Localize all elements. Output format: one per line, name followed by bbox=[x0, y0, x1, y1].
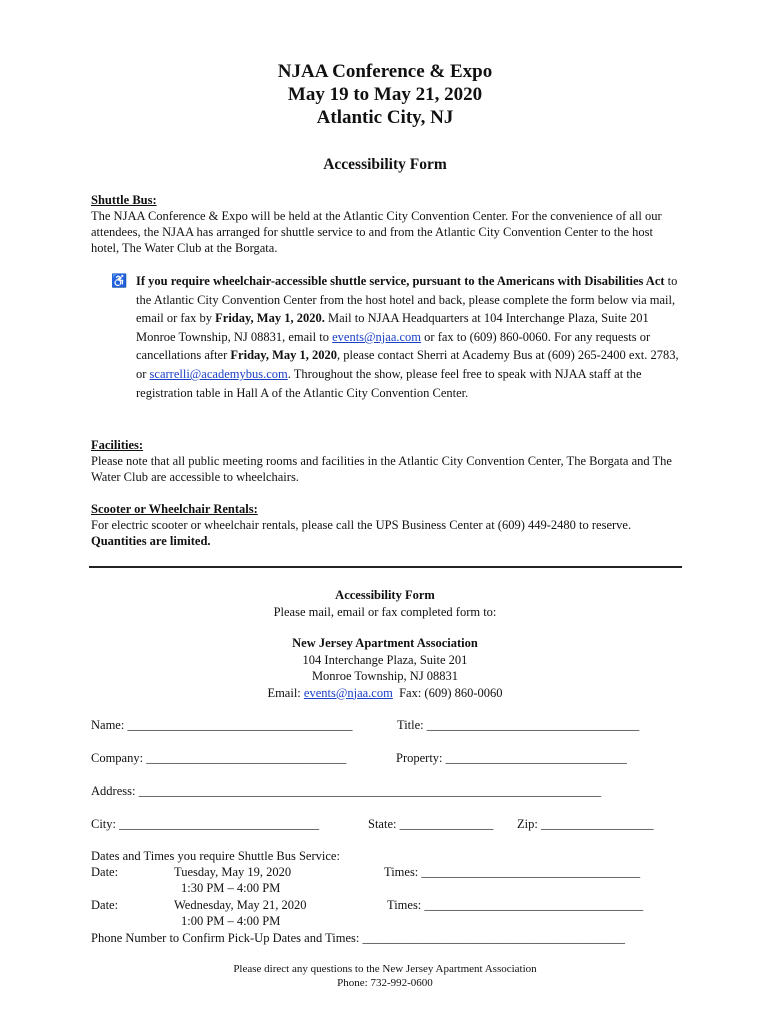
event-dates: May 19 to May 21, 2020 bbox=[287, 84, 483, 105]
rentals-heading: Scooter or Wheelchair Rentals: bbox=[91, 502, 258, 516]
shuttle-text: The NJAA Conference & Expo will be held at the Atlantic City Convention Center. For the convenience of all our attendees, the NJAA has arranged for shuttle service to and from the Atlantic City Convention Center to the host hotel, The Water Club at the Borgata. bbox=[91, 209, 662, 255]
company-field[interactable]: Company: ________________________________ bbox=[91, 751, 347, 765]
footer-phone: Phone: 732-992-0600 bbox=[337, 977, 433, 989]
facilities-heading: Facilities: bbox=[91, 438, 144, 452]
date-day-1: Tuesday, May 19, 2020 bbox=[174, 865, 292, 879]
footer-line-1: Please direct any questions to the New Jersey Apartment Association bbox=[233, 963, 537, 975]
property-field[interactable]: Property: _____________________________ bbox=[396, 751, 627, 765]
email-link-njaa[interactable]: events@njaa.com bbox=[332, 329, 422, 344]
form-block-subtitle: Please mail, email or fax completed form to: bbox=[273, 604, 497, 619]
association-address bbox=[0, 635, 770, 701]
date-label-1: Date: bbox=[91, 865, 119, 879]
section-divider bbox=[89, 566, 682, 568]
bullet-text-4: , please contact Sherri at Academy Bus at (609) 265-2400 ext. 2783, or bbox=[136, 348, 679, 381]
wheelchair-icon: ♿ bbox=[111, 273, 128, 288]
date-day-2: Wednesday, May 21, 2020 bbox=[174, 898, 307, 912]
address-field[interactable]: Address: __________________________________________________________________________ bbox=[91, 784, 602, 798]
address-line-2: Monroe Township, NJ 08831 bbox=[311, 669, 459, 683]
state-field[interactable]: State: _______________ bbox=[368, 817, 494, 831]
name-field[interactable]: Name: ____________________________________ bbox=[91, 718, 353, 732]
dates-intro: Dates and Times you require Shuttle Bus Service: bbox=[91, 849, 340, 863]
times-field-1[interactable]: Times: ___________________________________ bbox=[384, 865, 641, 879]
email-link-academybus[interactable]: scarrelli@academybus.com bbox=[149, 366, 288, 381]
email-label: Email: bbox=[267, 685, 304, 700]
event-header bbox=[0, 60, 770, 129]
footer bbox=[0, 962, 770, 990]
date-label-2: Date: bbox=[91, 898, 119, 912]
city-field[interactable]: City: ________________________________ bbox=[91, 817, 320, 831]
shuttle-section bbox=[91, 192, 681, 256]
shuttle-heading: Shuttle Bus: bbox=[91, 193, 157, 207]
form-title: Accessibility Form bbox=[323, 156, 447, 173]
association-fax: Fax: (609) 860-0060 bbox=[392, 685, 503, 700]
zip-field[interactable]: Zip: __________________ bbox=[517, 817, 654, 831]
form-block-title: Accessibility Form bbox=[335, 588, 435, 602]
phone-field[interactable]: Phone Number to Confirm Pick-Up Dates and Times: __________________________________________ bbox=[91, 931, 626, 945]
rentals-section bbox=[91, 501, 681, 549]
title-field[interactable]: Title: __________________________________ bbox=[397, 718, 640, 732]
event-title: NJAA Conference & Expo bbox=[277, 61, 493, 82]
bullet-text-2: Mail to NJAA Headquarters at 104 Interchange Plaza, Suite 201 Monroe Township, NJ 08831, email to bbox=[136, 311, 649, 344]
bullet-text-1: to the Atlantic City Convention Center from the host hotel and back, please complete the form below via mail, email or fax by bbox=[136, 274, 678, 326]
wheelchair-bullet bbox=[111, 272, 679, 402]
rentals-text: For electric scooter or wheelchair rentals, please call the UPS Business Center at (609) 449-2480 to reserve. bbox=[91, 518, 632, 532]
address-line-1: 104 Interchange Plaza, Suite 201 bbox=[302, 652, 468, 667]
facilities-text: Please note that all public meeting rooms and facilities in the Atlantic City Convention Center, The Borgata and The Water Club are accessible to wheelchairs. bbox=[91, 454, 672, 484]
date-time-1: 1:30 PM – 4:00 PM bbox=[181, 881, 281, 895]
times-field-2[interactable]: Times: ___________________________________ bbox=[387, 898, 644, 912]
association-name: New Jersey Apartment Association bbox=[292, 636, 478, 650]
event-location: Atlantic City, NJ bbox=[316, 107, 454, 128]
date-time-2: 1:00 PM – 4:00 PM bbox=[181, 914, 281, 928]
bullet-text-3: or fax to (609) 860-0060. For any requests or cancellations after bbox=[136, 329, 651, 363]
mail-to-block bbox=[0, 587, 770, 620]
rentals-limited: Quantities are limited. bbox=[91, 534, 211, 548]
facilities-section bbox=[91, 437, 681, 485]
bullet-text-5: . Throughout the show, please feel free to speak with NJAA staff at the registration table in Hall A of the Atlantic City Convention Center. bbox=[136, 366, 642, 400]
association-email-link[interactable]: events@njaa.com bbox=[303, 685, 393, 700]
bullet-intro: If you require wheelchair-accessible shuttle service, pursuant to the Americans with Disabilities Act bbox=[136, 274, 665, 288]
bullet-deadline-1: Friday, May 1, 2020. bbox=[215, 311, 325, 326]
bullet-deadline-2: Friday, May 1, 2020 bbox=[230, 348, 337, 363]
